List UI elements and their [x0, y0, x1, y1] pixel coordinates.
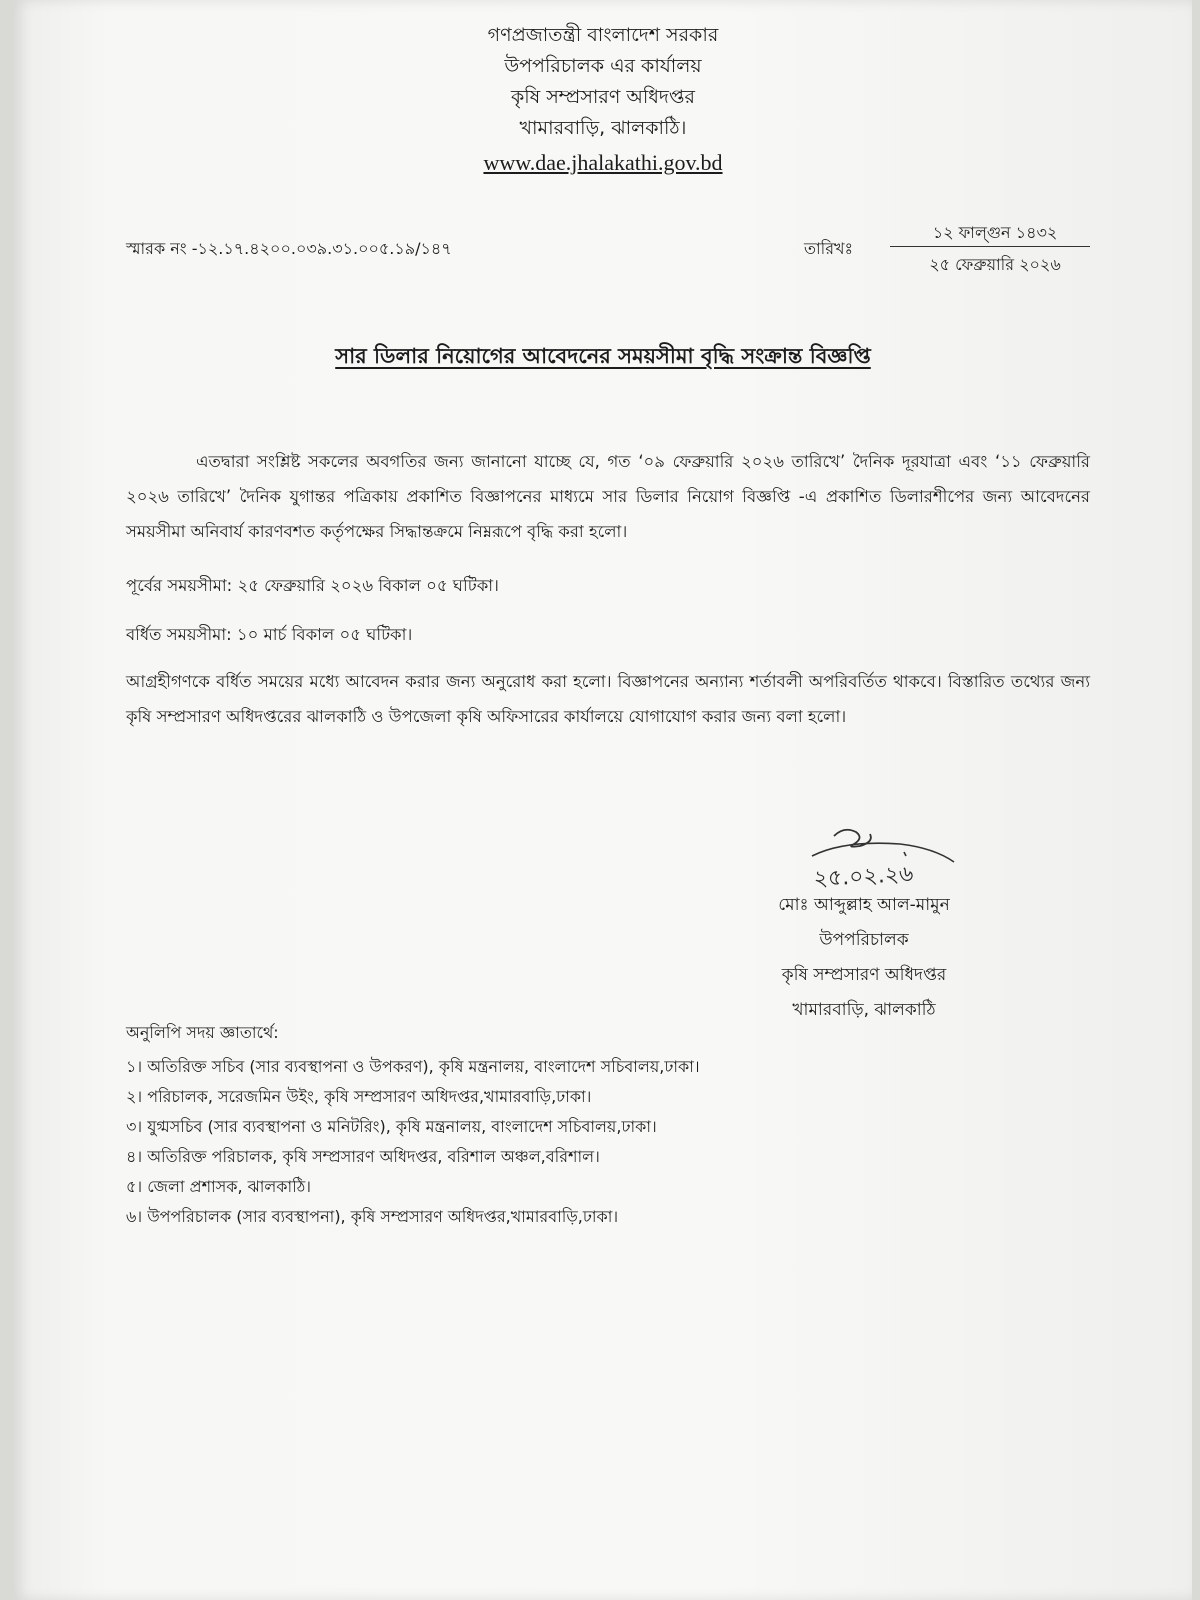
signatory-department: কৃষি সম্প্রসারণ অধিদপ্তর	[781, 965, 947, 985]
notice-title-wrap	[14, 340, 1192, 375]
cc-item: ২। পরিচালক, সরেজমিন উইং, কৃষি সম্প্রসারণ অধিদপ্তর,খামারবাড়ি,ঢাকা।	[126, 1087, 592, 1106]
memo-number: স্মারক নং -১২.১৭.৪২০০.০৩৯.৩১.০০৫.১৯/১৪৭	[126, 239, 452, 258]
body-paragraph-2: আগ্রহীগণকে বর্ধিত সময়ের মধ্যে আবেদন করার জন্য অনুরোধ করা হলো। বিজ্ঞাপনের অন্যান্য শর্তাবলী অপরিবর্তিত থাকবে। বিস্তারিত তথ্যের জন্য কৃষি সম্প্রসারণ অধিদপ্তরের ঝালকাঠি ও উপজেলা কৃষি অফিসারের কার্যালয়ে যোগাযোগ করার জন্য বলা হলো।	[126, 672, 1090, 726]
signatory-name: মোঃ আব্দুল্লাহ আল-মামুন	[778, 895, 950, 915]
date-gregorian: ২৫ ফেব্রুয়ারি ২০২৬	[929, 255, 1061, 274]
date-divider	[890, 246, 1090, 247]
document-page	[14, 0, 1192, 1600]
cc-item: ৪। অতিরিক্ত পরিচালক, কৃষি সম্প্রসারণ অধিদপ্তর, বরিশাল অঞ্চল,বরিশাল।	[126, 1147, 600, 1166]
cc-item: ১। অতিরিক্ত সচিব (সার ব্যবস্থাপনা ও উপকরণ), কৃষি মন্ত্রনালয়, বাংলাদেশ সচিবালয়,ঢাকা।	[126, 1057, 700, 1076]
cc-item: ৬। উপপরিচালক (সার ব্যবস্থাপনা), কৃষি সম্প্রসারণ অধিদপ্তর,খামারবাড়ি,ঢাকা।	[126, 1207, 619, 1226]
cc-item: ৩। যুগ্মসচিব (সার ব্যবস্থাপনা ও মনিটরিং), কৃষি মন্ত্রনালয়, বাংলাদেশ সচিবালয়,ঢাকা।	[126, 1117, 657, 1136]
date-label: তারিখঃ	[804, 239, 854, 258]
previous-deadline: পূর্বের সময়সীমা: ২৫ ফেব্রুয়ারি ২০২৬ বিকাল ০৫ ঘটিকা।	[126, 576, 499, 595]
signature-scribble	[804, 822, 984, 894]
website-link[interactable]: www.dae.jhalakathi.gov.bd	[483, 150, 723, 175]
notice-title: সার ডিলার নিয়োগের আবেদনের সময়সীমা বৃদ্ধি সংক্রান্ত বিজ্ঞপ্তি	[335, 344, 871, 368]
extended-deadline: বর্ধিত সময়সীমা: ১০ মার্চ বিকাল ০৫ ঘটিকা।	[126, 625, 413, 644]
body-paragraph-1: এতদ্বারা সংশ্লিষ্ট সকলের অবগতির জন্য জানানো যাচ্ছে যে, গত ‘০৯ ফেব্রুয়ারি ২০২৬ তারিখে’ দৈনিক দূরযাত্রা এবং ‘১১ ফেব্রুয়ারি ২০২৬ তারিখে’ দৈনিক যুগান্তর পত্রিকায় প্রকাশিত বিজ্ঞাপনের মাধ্যমে সার ডিলার নিয়োগ বিজ্ঞপ্তি -এ প্রকাশিত ডিলারশীপের জন্য আবেদনের সময়সীমা অনিবার্য কারণবশত কর্তৃপক্ষের সিদ্ধান্তক্রমে নিম্নরূপে বৃদ্ধি করা হলো।	[126, 452, 1090, 541]
letterhead	[14, 20, 1192, 176]
cc-list	[126, 1052, 700, 1232]
date-block	[804, 220, 1094, 280]
date-bangla: ১২ ফাল্গুন ১৪৩২	[932, 223, 1058, 242]
signatory-designation: উপপরিচালক	[819, 930, 909, 950]
signature-date: ২৫.০২.২৬	[813, 861, 914, 892]
cc-heading: অনুলিপি সদয় জ্ঞাতার্থে:	[126, 1023, 279, 1042]
cc-item: ৫। জেলা প্রশাসক, ঝালকাঠি।	[126, 1177, 311, 1196]
department-name: কৃষি সম্প্রসারণ অধিদপ্তর	[511, 86, 695, 108]
office-name: উপপরিচালক এর কার্যালয়	[504, 55, 702, 77]
signatory-location: খামারবাড়ি, ঝালকাঠি	[792, 1000, 936, 1020]
signature-block	[714, 888, 1014, 1028]
office-location: খামারবাড়ি, ঝালকাঠি।	[519, 117, 687, 139]
govt-name: গণপ্রজাতন্ত্রী বাংলাদেশ সরকার	[487, 24, 719, 46]
